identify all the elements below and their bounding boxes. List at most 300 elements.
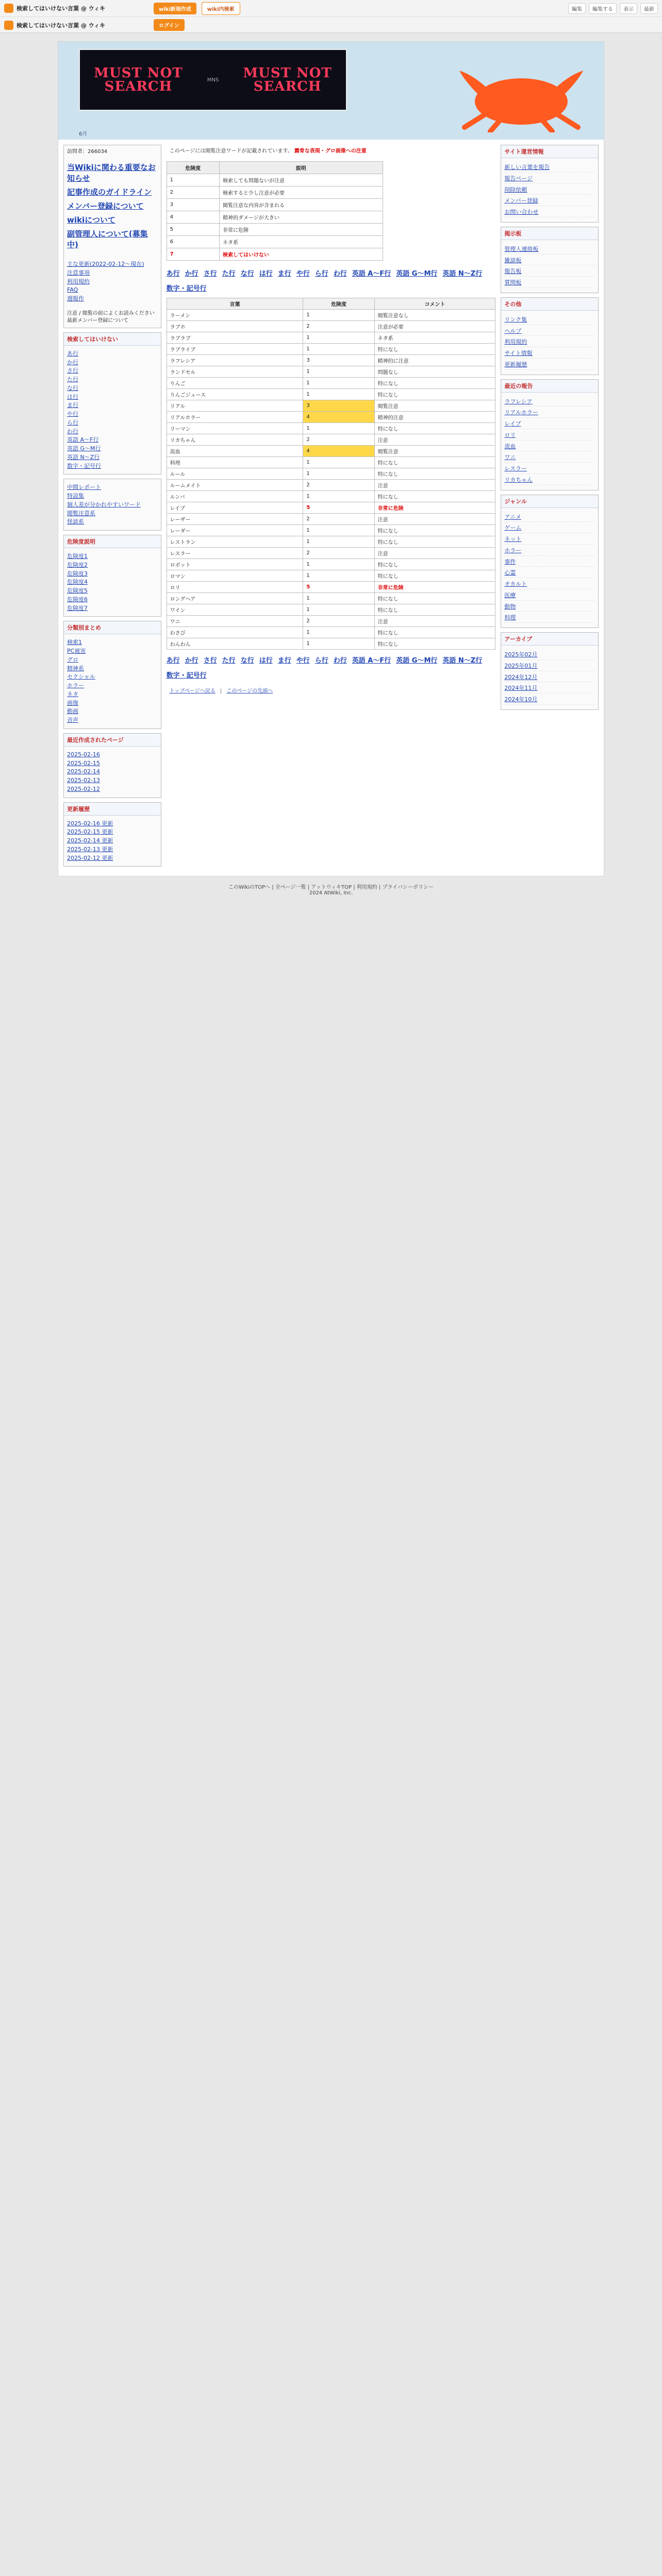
table-row[interactable] (167, 604, 495, 616)
index-top-12[interactable]: 英語 N〜Z行 (442, 270, 483, 278)
word[interactable]: 料理 (167, 457, 303, 468)
left-link-a-2[interactable]: 利用規約 (67, 278, 90, 285)
table-row[interactable] (167, 480, 495, 491)
archive-item-3[interactable]: 2024年11月 (504, 685, 538, 692)
right-misc-item-0[interactable]: リンク集 (504, 316, 527, 323)
right-board-box (501, 227, 599, 293)
table-row[interactable] (167, 593, 495, 604)
comment: 特になし (374, 491, 495, 502)
comment: 特になし (374, 570, 495, 582)
comment: 特になし (374, 344, 495, 355)
right-misc-list (501, 311, 598, 375)
right-genre-box (501, 495, 599, 629)
word[interactable]: ワニ (167, 616, 303, 627)
right-title: サイト運営情報 (501, 145, 598, 158)
word[interactable]: ラブライブ (167, 344, 303, 355)
legend-desc-4: 非常に危険 (219, 224, 383, 236)
genre-item-3[interactable]: 精神系 (67, 665, 84, 672)
left-misc-list (64, 479, 161, 530)
table-row[interactable] (167, 366, 495, 378)
right-genre-item-8[interactable]: 動物 (504, 603, 516, 610)
right-archive-box (501, 632, 599, 710)
table-row[interactable] (167, 355, 495, 366)
site-title-2[interactable]: 検索してはいけない言葉 @ ウィキ (16, 22, 105, 29)
level: 2 (303, 548, 374, 559)
comment: 注意が必要 (374, 321, 495, 332)
level: 1 (303, 570, 374, 582)
right-misc-item-2[interactable]: 利用規約 (504, 338, 527, 346)
right-links-a (501, 158, 598, 222)
archive-item-2[interactable]: 2024年12月 (504, 673, 538, 681)
right-recent-item-7[interactable]: リカちゃん (504, 476, 533, 483)
big-link-guideline[interactable]: 記事作成のガイドライン (67, 188, 152, 197)
danger-item-2[interactable]: 危険度3 (67, 570, 88, 577)
right-recent-item-1[interactable]: リアルホラー (504, 409, 538, 416)
right-misc-item-4[interactable]: 更新履歴 (504, 361, 527, 368)
genre-item-0[interactable]: 検索1 (67, 639, 82, 646)
index-top-3[interactable]: た行 (222, 270, 236, 278)
word[interactable]: リアルホラー (167, 412, 303, 423)
index-bottom-11[interactable]: 英語 G〜M行 (396, 657, 438, 665)
word[interactable]: ルームメイト (167, 480, 303, 491)
index-bottom-7[interactable]: や行 (296, 657, 310, 665)
word[interactable]: わさび (167, 627, 303, 638)
word[interactable]: わんわん (167, 638, 303, 650)
right-recent-item-0[interactable]: ラフレシア (504, 398, 533, 405)
right-genre-item-1[interactable]: ゲーム (504, 524, 522, 532)
index-bottom-10[interactable]: 英語 A〜F行 (352, 657, 391, 665)
legend-desc-2: 閲覧注意な内容が含まれる (219, 199, 383, 211)
left-updated-title: 更新履歴 (64, 803, 161, 816)
page (58, 41, 604, 876)
left-search-item-10[interactable]: 英語 A〜F行 (67, 436, 99, 444)
right-link-a-3[interactable]: メンバー登録 (504, 197, 538, 205)
wiki-search-button[interactable]: wiki内検索 (202, 2, 240, 15)
index-top-7[interactable]: や行 (296, 270, 310, 278)
index-top-13[interactable]: 数字・記号行 (166, 285, 207, 293)
left-link-a-0[interactable]: 主な更新(2022-02-12〜現在) (67, 261, 144, 267)
table-row[interactable] (167, 536, 495, 548)
level: 1 (303, 491, 374, 502)
right-recent-item-5[interactable]: ワニ (504, 454, 516, 461)
comment: 特になし (374, 638, 495, 650)
level: 1 (303, 344, 374, 355)
right-recent-item-6[interactable]: レスラー (504, 465, 527, 472)
index-top-2[interactable]: さ行 (203, 270, 217, 278)
right-genre-item-4[interactable]: 事件 (504, 558, 516, 565)
left-link-a-1[interactable]: 注意事項 (67, 269, 90, 276)
tool-edit[interactable]: 編集 (568, 3, 586, 14)
left-search-item-2[interactable]: さ行 (67, 367, 78, 375)
level: 1 (303, 457, 374, 468)
site-brand[interactable] (4, 4, 148, 13)
banner-text-left: MUST NOT SEARCH (94, 65, 183, 94)
legend-desc-6: 検索してはいけない (219, 248, 383, 261)
left-search-item-0[interactable]: あ行 (67, 350, 78, 357)
main-columns (58, 140, 604, 876)
table-row[interactable] (167, 412, 495, 423)
level: 1 (303, 423, 374, 434)
word[interactable]: ラーメン (167, 310, 303, 321)
table-row[interactable] (167, 332, 495, 344)
right-link-a-1[interactable]: 報告ページ (504, 175, 533, 182)
right-link-a-0[interactable]: 新しい言葉を報告 (504, 164, 550, 171)
left-search-title: 検索してはいけない (64, 333, 161, 346)
left-warning-title: 注意 / 閲覧の前によくお読みください (67, 310, 155, 316)
left-box-info (63, 145, 161, 328)
right-box-site (501, 145, 599, 223)
left-misc-item-0[interactable]: 中間レポート (67, 484, 101, 491)
left-warning (64, 307, 161, 328)
index-bottom-12[interactable]: 英語 N〜Z行 (442, 657, 483, 665)
right-recent-list (501, 393, 598, 490)
level: 2 (303, 480, 374, 491)
footer-line-1[interactable]: このWikiのTOPへ | 全ページ一覧 | アットウィキTOP | 利用規約 | プライバシーポリシー (228, 885, 434, 891)
level: 1 (303, 389, 374, 400)
big-link-wiki[interactable]: wikiについて (67, 215, 115, 225)
big-link-important[interactable]: 当Wikiに関わる重要なお知らせ (67, 163, 156, 183)
level: 1 (303, 366, 374, 378)
index-top-0[interactable]: あ行 (166, 270, 180, 278)
index-top-9[interactable]: わ行 (333, 270, 347, 278)
big-link-members[interactable]: メンバー登録について (67, 201, 144, 211)
comment: 注意 (374, 480, 495, 491)
left-search-item-13[interactable]: 数字・記号行 (67, 462, 101, 469)
login-button[interactable]: ログイン (154, 19, 185, 31)
legend-level-6: 7 (167, 248, 219, 261)
word[interactable]: ロングヘア (167, 593, 303, 604)
word[interactable]: レスラー (167, 548, 303, 559)
danger-item-4[interactable]: 危険度5 (67, 587, 88, 594)
tagline: 6月 (79, 131, 88, 137)
right-genre-item-0[interactable]: アニメ (504, 513, 521, 520)
legend-header-level: 危険度 (167, 162, 219, 174)
word[interactable]: ワイン (167, 604, 303, 616)
index-top-5[interactable]: は行 (259, 270, 273, 278)
genre-item-2[interactable]: グロ (67, 656, 78, 663)
comment: 特になし (374, 627, 495, 638)
level: 5 (303, 502, 374, 514)
updated-item-1[interactable]: 2025-02-15 更新 (67, 828, 113, 836)
table-row[interactable] (167, 491, 495, 502)
main-content (167, 145, 496, 871)
danger-item-3[interactable]: 危険度4 (67, 579, 88, 586)
table-row[interactable] (167, 434, 495, 446)
table-row[interactable] (167, 344, 495, 355)
legend-level-0: 1 (167, 174, 219, 187)
table-row[interactable] (167, 310, 495, 321)
table-row[interactable] (167, 548, 495, 559)
danger-item-5[interactable]: 危険度6 (67, 596, 88, 603)
right-genre-item-3[interactable]: ホラー (504, 547, 522, 554)
comment: 注意 (374, 548, 495, 559)
bottom-link-page-top[interactable]: このページの先頭へ (226, 688, 273, 694)
word[interactable]: レストラン (167, 536, 303, 548)
tool-view[interactable]: 表示 (620, 3, 637, 14)
left-misc-item-4[interactable]: 怪談系 (67, 518, 84, 526)
table-row[interactable] (167, 559, 495, 570)
comment: 非常に危険 (374, 582, 495, 593)
recent-item-1[interactable]: 2025-02-15 (67, 759, 100, 767)
right-genre-item-7[interactable]: 医療 (504, 591, 516, 599)
word[interactable]: レイプ (167, 502, 303, 514)
left-search-item-6[interactable]: ま行 (67, 402, 78, 409)
right-genre-item-9[interactable]: 料理 (504, 614, 516, 621)
left-link-a-4[interactable]: 週報作 (67, 295, 84, 302)
index-bottom-8[interactable]: ら行 (315, 657, 328, 665)
danger-item-6[interactable]: 危険度7 (67, 604, 88, 612)
board-item-2[interactable]: 報告板 (504, 268, 522, 275)
index-bottom-3[interactable]: た行 (222, 657, 236, 665)
comment: 特になし (374, 378, 495, 389)
right-recent-item-2[interactable]: レイプ (504, 420, 521, 427)
level: 3 (303, 400, 374, 412)
archive-item-1[interactable]: 2025年01月 (504, 662, 538, 669)
level: 1 (303, 536, 374, 548)
word[interactable]: ラフレシア (167, 355, 303, 366)
level: 2 (303, 321, 374, 332)
legend-desc-0: 検索しても問題ないが注意 (219, 174, 383, 187)
right-genre-item-6[interactable]: オカルト (504, 581, 527, 587)
banner-text-right: MUST NOT SEARCH (243, 65, 332, 94)
right-misc-item-1[interactable]: ヘルプ (504, 327, 522, 334)
left-misc-item-3[interactable]: 閲覧注意系 (67, 510, 95, 517)
table-row[interactable] (167, 638, 495, 650)
genre-item-6[interactable]: ネタ (67, 690, 78, 698)
table-row[interactable] (167, 514, 495, 525)
left-search-item-4[interactable]: な行 (67, 384, 78, 392)
left-genre-list (64, 634, 161, 728)
updated-item-3[interactable]: 2025-02-13 更新 (67, 845, 113, 853)
site-brand-2[interactable] (4, 21, 148, 30)
right-genre-title: ジャンル (501, 495, 598, 508)
word[interactable]: ラブラブ (167, 332, 303, 344)
updated-item-4[interactable]: 2025-02-12 更新 (67, 854, 113, 861)
left-search-item-5[interactable]: は行 (67, 393, 78, 400)
table-row[interactable] (167, 582, 495, 593)
left-members-note: 最新メンバー登録について (67, 317, 129, 324)
danger-legend-table (167, 161, 383, 261)
genre-item-1[interactable]: PC被害 (67, 648, 86, 654)
index-bottom-5[interactable]: は行 (259, 657, 273, 665)
left-misc-item-1[interactable]: 特設集 (67, 493, 84, 499)
danger-item-1[interactable]: 危険度2 (67, 561, 88, 568)
left-danger-box (63, 535, 161, 617)
comment: 閲覧注意 (374, 446, 495, 457)
wiki-logo-icon (4, 4, 13, 13)
recent-item-4[interactable]: 2025-02-12 (67, 785, 100, 792)
left-danger-title: 危険度説明 (64, 535, 161, 548)
level: 4 (303, 412, 374, 423)
level: 1 (303, 468, 374, 480)
genre-item-9[interactable]: 音声 (67, 717, 78, 723)
bottom-index (167, 655, 496, 680)
intro-text: このページには閲覧注意ワードが記載されています。 (169, 148, 293, 154)
words-table (167, 298, 496, 650)
word[interactable]: リアル (167, 400, 303, 412)
left-search-list (64, 346, 161, 474)
comment: 問題なし (374, 366, 495, 378)
comment: 特になし (374, 525, 495, 536)
table-row[interactable] (167, 616, 495, 627)
left-search-item-11[interactable]: 英語 G〜M行 (67, 445, 101, 452)
bottom-link-top[interactable]: トップページへ戻る (169, 688, 216, 694)
right-board-title: 掲示板 (501, 227, 598, 240)
word[interactable]: ルンバ (167, 491, 303, 502)
genre-item-7[interactable]: 画像 (67, 699, 78, 706)
right-genre-item-5[interactable]: 心霊 (504, 569, 516, 577)
level: 1 (303, 604, 374, 616)
crab-illustration (454, 60, 588, 132)
index-bottom-4[interactable]: な行 (240, 657, 254, 665)
index-bottom-2[interactable]: さ行 (203, 657, 217, 665)
comment: 注意 (374, 616, 495, 627)
right-misc-item-3[interactable]: サイト情報 (504, 350, 533, 357)
comment: 特になし (374, 423, 495, 434)
word[interactable]: ロマン (167, 570, 303, 582)
index-top-1[interactable]: か行 (185, 270, 198, 278)
left-misc-item-2[interactable]: 個人差が分かれやすいワード (67, 501, 141, 508)
genre-item-8[interactable]: 動画 (67, 708, 78, 715)
word[interactable]: りんごジュース (167, 389, 303, 400)
comment: 特になし (374, 559, 495, 570)
left-search-box (63, 332, 161, 475)
level: 2 (303, 616, 374, 627)
left-recent-title: 最近作成されたページ (64, 734, 161, 747)
right-archive-title: アーカイブ (501, 633, 598, 646)
level: 1 (303, 332, 374, 344)
left-search-item-7[interactable]: や行 (67, 411, 78, 417)
index-top-10[interactable]: 英語 A〜F行 (352, 270, 391, 278)
table-row[interactable] (167, 321, 495, 332)
right-genre-item-2[interactable]: ネット (504, 536, 522, 543)
word[interactable]: リーマン (167, 423, 303, 434)
tool-latest[interactable]: 最新 (640, 3, 658, 14)
table-row[interactable] (167, 525, 495, 536)
word[interactable]: ラブホ (167, 321, 303, 332)
left-search-item-1[interactable]: か行 (67, 359, 78, 366)
tool-edit2[interactable]: 編集する (589, 3, 617, 14)
left-sidebar (63, 145, 161, 871)
right-recent-item-3[interactable]: ロリ (504, 431, 516, 438)
index-bottom-9[interactable]: わ行 (333, 657, 347, 665)
left-search-item-12[interactable]: 英語 N〜Z行 (67, 453, 100, 461)
table-row[interactable] (167, 570, 495, 582)
table-row[interactable] (167, 446, 495, 457)
footer-line-2: 2024 AtWiki, Inc. (309, 890, 353, 896)
comment: 閲覧注意なし (374, 310, 495, 321)
legend-desc-5: ネタ系 (219, 236, 383, 248)
level: 2 (303, 434, 374, 446)
right-misc-title: その他 (501, 298, 598, 311)
top-index (167, 268, 496, 293)
right-recent-item-4[interactable]: 流血 (504, 443, 516, 450)
site-title[interactable]: 検索してはいけない言葉 @ ウィキ (16, 5, 105, 12)
word[interactable]: リカちゃん (167, 434, 303, 446)
index-bottom-13[interactable]: 数字・記号行 (166, 672, 207, 680)
left-link-a-3[interactable]: FAQ (67, 286, 78, 294)
genre-item-4[interactable]: セクシャル (67, 673, 95, 681)
word[interactable]: ロボット (167, 559, 303, 570)
word[interactable]: りんご (167, 378, 303, 389)
index-top-4[interactable]: な行 (240, 270, 254, 278)
right-recent-box (501, 379, 599, 490)
left-misc-box (63, 479, 161, 531)
left-search-item-3[interactable]: た行 (67, 376, 78, 383)
page-intro (167, 145, 496, 158)
board-item-1[interactable]: 雑談板 (504, 257, 522, 264)
right-link-a-2[interactable]: 削除依頼 (504, 186, 527, 193)
recent-item-0[interactable]: 2025-02-16 (67, 751, 100, 758)
word[interactable]: レーザー (167, 514, 303, 525)
word[interactable]: 流血 (167, 446, 303, 457)
archive-item-4[interactable]: 2024年10月 (504, 696, 538, 703)
index-top-8[interactable]: ら行 (315, 270, 328, 278)
level: 4 (303, 446, 374, 457)
table-row[interactable] (167, 502, 495, 514)
word[interactable]: ロリ (167, 582, 303, 593)
wiki-create-button[interactable]: wiki新規作成 (154, 3, 196, 14)
intro-red: 露骨な表現・グロ画像への注意 (294, 148, 367, 154)
banner[interactable] (79, 49, 347, 111)
level: 1 (303, 310, 374, 321)
updated-item-0[interactable]: 2025-02-16 更新 (67, 820, 113, 827)
archive-item-0[interactable]: 2025年02月 (504, 651, 538, 658)
index-top-6[interactable]: ま行 (277, 270, 291, 278)
big-link-admin[interactable]: 副管理人について(募集中) (67, 229, 148, 249)
level: 2 (303, 514, 374, 525)
word[interactable]: ランドセル (167, 366, 303, 378)
left-search-item-8[interactable]: ら行 (67, 419, 78, 426)
word[interactable]: レーダー (167, 525, 303, 536)
recent-item-3[interactable]: 2025-02-13 (67, 777, 100, 784)
word[interactable]: ルール (167, 468, 303, 480)
left-search-item-9[interactable]: わ行 (67, 428, 78, 435)
table-header-comment: コメント (374, 298, 495, 310)
table-row[interactable] (167, 378, 495, 389)
legend-level-5: 6 (167, 236, 219, 248)
table-row[interactable] (167, 627, 495, 638)
updated-item-2[interactable]: 2025-02-14 更新 (67, 837, 113, 844)
right-board-list (501, 240, 598, 293)
table-row[interactable] (167, 400, 495, 412)
right-link-a-4[interactable]: お問い合わせ (504, 209, 539, 215)
table-row[interactable] (167, 423, 495, 434)
index-bottom-1[interactable]: か行 (185, 657, 198, 665)
index-bottom-0[interactable]: あ行 (166, 657, 180, 665)
table-row[interactable] (167, 468, 495, 480)
board-item-0[interactable]: 管理人連絡板 (504, 245, 539, 252)
left-updated-list (64, 816, 161, 867)
left-recent-list (64, 747, 161, 798)
index-bottom-6[interactable]: ま行 (277, 657, 291, 665)
legend-desc-1: 検索すると少し注意が必要 (219, 187, 383, 199)
left-danger-list (64, 548, 161, 616)
board-item-3[interactable]: 質問板 (504, 279, 522, 286)
left-recent-box (63, 733, 161, 798)
danger-item-0[interactable]: 危険度1 (67, 553, 88, 560)
table-row[interactable] (167, 457, 495, 468)
legend-level-2: 3 (167, 199, 219, 211)
comment: 特になし (374, 593, 495, 604)
comment: 特になし (374, 457, 495, 468)
recent-item-2[interactable]: 2025-02-14 (67, 768, 100, 775)
table-row[interactable] (167, 389, 495, 400)
genre-item-5[interactable]: ホラー (67, 682, 84, 689)
index-top-11[interactable]: 英語 G〜M行 (396, 270, 438, 278)
legend-level-3: 4 (167, 211, 219, 224)
right-archive-list (501, 646, 598, 709)
